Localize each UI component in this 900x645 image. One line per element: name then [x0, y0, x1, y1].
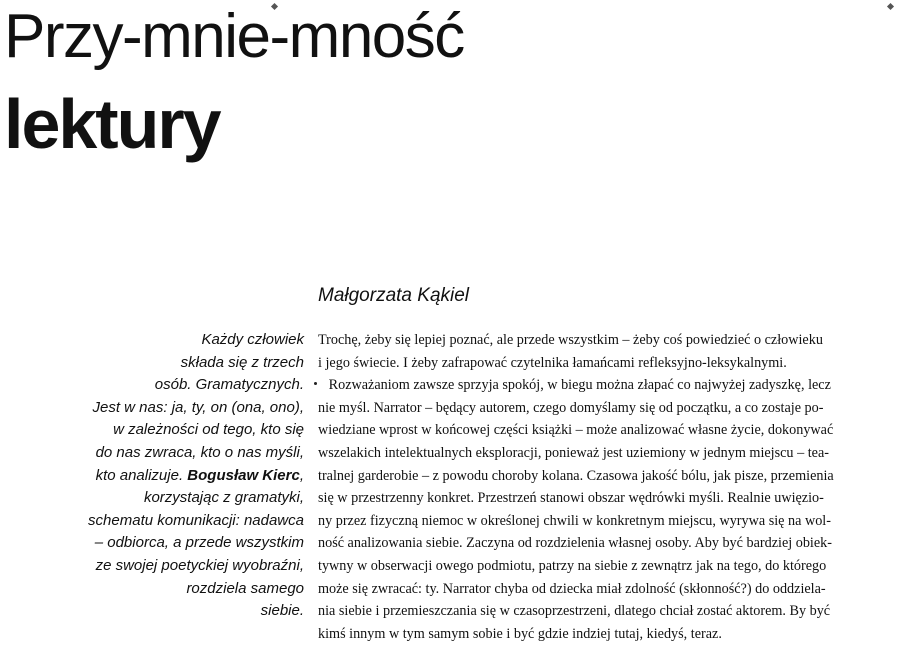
lead-line: siebie.	[260, 602, 304, 620]
body-line: kimś innym w tym samym sobie i być gdzie indziej tutaj, kiedyś, teraz.	[318, 625, 722, 642]
headline-line-1: Przy-mnie-mność	[4, 2, 464, 71]
body-line: tralnej garderobie – z powodu choroby kolana. Czasowa jakość bólu, jak pisze, przemienia	[318, 467, 834, 484]
body-line: ność analizowania siebie. Zaczyna od rozdzielenia własnej osoby. Aby być bardziej obiek-	[318, 535, 832, 552]
lead-text: ,	[299, 466, 304, 484]
author-name: Małgorzata Kąkiel	[318, 285, 470, 306]
lead-line	[20, 465, 304, 488]
lead-line: rozdziela samego	[186, 579, 304, 597]
body-line: i jego świecie. I żeby zafrapować czytelnika łamańcami refleksyjno-leksykalnymi.	[318, 354, 787, 371]
lead-line: Każdy człowiek	[201, 331, 304, 348]
lead-line: do nas zwraca, kto o nas myśli,	[95, 443, 304, 461]
body-line: Rozważaniom zawsze sprzyja spokój, w biegu można złapać co najwyżej zadyszkę, lecz	[318, 377, 831, 394]
body-line: Trochę, żeby się lepiej poznać, ale przede wszystkim – żeby coś powiedzieć o człowieku	[318, 332, 823, 348]
body-line: ny przez fizyczną niemoc w określonej chwili w konkretnym miejscu, wyrywa się na wol-	[318, 512, 831, 529]
body-line: nia siebie i przemieszczania się w czasoprzestrzeni, dlatego chciał zostać aktorem. By być	[318, 603, 831, 620]
body-line: się w przestrzenny konkret. Przestrzeń stanowi obszar wędrówki myśli. Realnie uwięzio-	[318, 490, 824, 507]
lead-line: – odbiorca, a przede wszystkim	[94, 534, 304, 552]
body-line: tywny w obserwacji owego podmiotu, patrzy na siebie z zewnątrz jak na tego, do którego	[318, 557, 827, 574]
lead-text: kto analizuje.	[95, 466, 188, 484]
lead-line: składa się z trzech	[180, 353, 304, 371]
headline-line-2: lektury	[4, 85, 220, 163]
lead-line: ze swojej poetyckiej wyobraźni,	[95, 556, 304, 574]
lead-line: korzystając z gramatyki,	[143, 489, 304, 507]
reviewed-author-name: Bogusław Kierc	[187, 466, 300, 484]
lead-line: w zależności od tego, kto się	[113, 421, 304, 439]
lead-line: Jest w nas: ja, ty, on (ona, ono),	[92, 398, 304, 416]
body-line: nie myśl. Narrator – będący autorem, czego domyślamy się od początku, a co zostaje po-	[318, 399, 824, 416]
lead-line: schematu komunikacji: nadawca	[88, 511, 304, 529]
lead-line: osób. Gramatycznych.	[154, 376, 304, 394]
body-line: wszelakich intelektualnych eksploracji, ponieważ jest uziemiony w jednym miejscu – tea-	[318, 444, 829, 461]
body-line: wiedziane wprost w końcowej części książki – może analizować własne życie, dokonywać	[318, 422, 834, 439]
paragraph-bullet-icon	[314, 382, 317, 385]
body-line: może się zwracać: ty. Narrator chyba od dziecka miał zdolność (skłonność?) do oddziela-	[318, 580, 826, 597]
lead-paragraph	[20, 329, 304, 623]
article-body	[318, 329, 896, 645]
print-mark-icon	[887, 3, 894, 10]
